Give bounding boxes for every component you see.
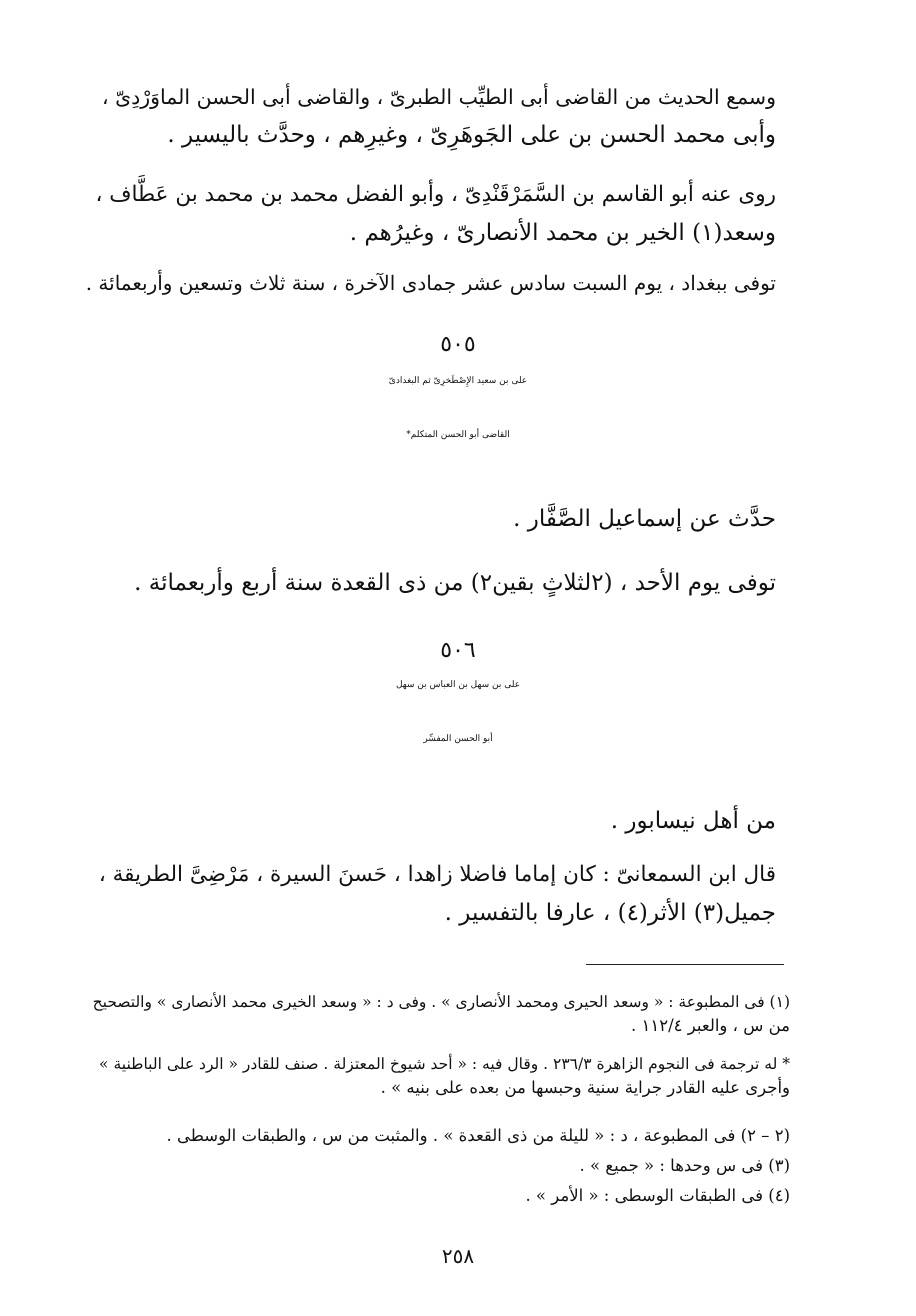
entry-505-death-line [94,564,776,602]
text-line: جميل(٣) الأثر(٤) ، عارفا بالتفسير . [444,900,776,926]
footnote-star [90,1052,790,1100]
entry-506-number: ٥٠٦ [440,638,476,663]
text-line: وسمع الحديث من القاضى أبى الطيِّب الطبرىّ ، والقاضى أبى الحسن الماوَرْدِىّ ، [101,85,776,109]
footnote-line: (١) فى المطبوعة : « وسعد الحيرى ومحمد الأنصارى » . وفى د : « وسعد الخيرى محمد الأنصارى » والتصحيح [92,993,790,1011]
footnote-line: (٣) فى س وحدها : « جميع » . [579,1156,790,1175]
text-line: من أهل نيسابور . [610,808,776,834]
text-line: روى عنه أبو القاسم بن السَّمَرْقَنْدِىّ ، وأبو الفضل محمد بن محمد بن عَطَّاف ، [95,182,776,207]
footnote-3 [90,1154,790,1178]
entry-504-hearing-paragraph [94,78,776,154]
footnote-line: (٤) فى الطبقات الوسطى : « الأمر » . [525,1186,790,1205]
entry-505-number: ٥٠٥ [440,332,476,357]
text-line: قال ابن السمعانىّ : كان إماما فاضلا زاهدا ، حَسنَ السيرة ، مَرْضِىَّ الطريقة ، [98,862,776,887]
footnote-line: * له ترجمة فى النجوم الزاهرة ٢٣٦/٣ . وقال فيه : « أحد شيوخ المعتزلة . صنف للقادر « الرد على الباطنية » [99,1055,790,1073]
text-line: حدَّث عن إسماعيل الصَّفَّار . [513,506,776,532]
entry-505-kunya-heading: القاضى أبو الحسن المتكلم* [406,430,510,440]
text-line: وسعد(١) الخير بن محمد الأنصارىّ ، وغيرُهم . [349,220,776,246]
footnote-1 [90,990,790,1038]
entry-505-transmission-line [94,500,776,538]
entry-506-description-paragraph [94,856,776,932]
text-line: وأبى محمد الحسن بن على الجَوهَرِىّ ، وغيرِهم ، وحدَّث باليسير . [167,122,776,148]
entry-505-name-heading: على بن سعيد الإِصْطَخرِىّ ثم البغدادىّ [388,376,528,386]
footnote-line: من س ، والعبر ١١٢/٤ . [631,1016,790,1035]
entry-506-kunya-heading: أبو الحسن المفسِّر [423,734,493,744]
entry-506-origin-line [94,802,776,840]
text-line: توفى ببغداد ، يوم السبت سادس عشر جمادى الآخرة ، سنة ثلاث وتسعين وأربعمائة . [85,271,776,295]
footnote-2 [90,1124,790,1148]
footnote-line: وأجرى عليه القادر جراية سنية وحبسها من بعده على بنيه » . [380,1078,790,1097]
entry-504-narrators-paragraph [94,176,776,252]
entry-506-name-heading: على بن سهل بن العباس بن سهل [395,680,521,690]
footnote-line: (٢ – ٢) فى المطبوعة ، د : « لليلة من ذى القعدة » . والمثبت من س ، والطبقات الوسطى . [166,1126,790,1145]
text-line: توفى يوم الأحد ، (٢لثلاثٍ بقين٢) من ذى القعدة سنة أربع وأربعمائة . [134,570,776,596]
footnote-4 [90,1184,790,1208]
entry-504-death-paragraph [84,264,776,302]
page-number: ٢٥٨ [441,1244,475,1268]
footnote-separator [586,964,784,965]
